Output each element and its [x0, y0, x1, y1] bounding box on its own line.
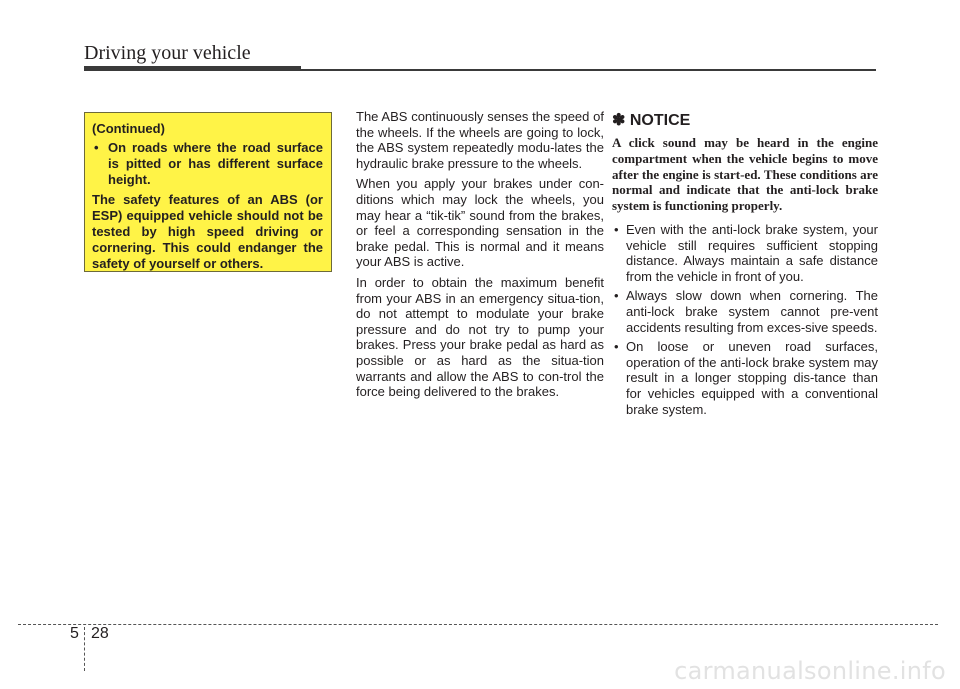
header-rule-thick [84, 66, 301, 71]
footer-dashed-rule [18, 624, 938, 625]
abs-paragraph-2: When you apply your brakes under con-ditions which may lock the wheels, you may hear a “tik-tik” sound from the brakes, or feel a corresponding sensation in the brake pedal. This is normal and it means your ABS is active. [356, 176, 604, 270]
notice-symbol-icon: ✽ [612, 112, 626, 129]
page-number: 28 [91, 625, 109, 642]
abs-description-column [356, 109, 604, 405]
notice-list [612, 222, 878, 417]
chapter-number: 5 [70, 625, 79, 642]
bullet-icon: • [94, 140, 99, 155]
warning-box [84, 112, 332, 272]
bullet-icon: • [614, 221, 619, 237]
notice-list-item [612, 288, 878, 335]
header-rule-thin [301, 69, 876, 71]
notice-list-item [612, 222, 878, 284]
abs-paragraph-1: The ABS continuously senses the speed of the wheels. If the wheels are going to lock, the ABS system repeatedly modu-lates the hydraulic brake pressure to the wheels. [356, 109, 604, 171]
notice-section [612, 109, 878, 421]
bullet-icon: • [614, 288, 619, 304]
warning-continued-label: (Continued) [92, 121, 165, 136]
notice-body: A click sound may be heard in the engine compartment when the vehicle begins to move after the engine is start-ed. These conditions are normal and indicate that the anti-lock brake system is functioning properly. [612, 135, 878, 214]
notice-heading [612, 111, 878, 131]
notice-title: NOTICE [629, 112, 691, 129]
warning-text: The safety features of an ABS (or ESP) equipped vehicle should not be tested by high speed driving or cornering. This could endanger the safety of yourself or others. [92, 192, 323, 271]
warning-bullet-item [92, 140, 323, 188]
footer-dashed-divider [84, 627, 85, 671]
notice-list-item [612, 339, 878, 417]
notice-item-text: On loose or uneven road surfaces, operation of the anti-lock brake system may result in a longer stopping dis-tance than for vehicles equipped with a conventional brake system. [626, 339, 878, 417]
notice-item-text: Always slow down when cornering. The anti-lock brake system cannot pre-vent accidents resulting from exces-sive speeds. [626, 288, 878, 335]
notice-item-text: Even with the anti-lock brake system, your vehicle still requires sufficient stopping distance. Always maintain a safe distance from the vehicle in front of you. [626, 221, 878, 284]
watermark-text: carmanualsonline.info [674, 657, 946, 685]
bullet-icon: • [614, 339, 619, 355]
page-header-title: Driving your vehicle [84, 42, 251, 64]
abs-paragraph-3: In order to obtain the maximum benefit from your ABS in an emergency situa-tion, do not attempt to modulate your brake pressure and do not try to pump your brakes. Press your brake pedal as hard as possible or as hard as the situa-tion warrants and allow the ABS to con-trol the force being delivered to the brakes. [356, 274, 604, 400]
warning-bullet-text: On roads where the road surface is pitted or has different surface height. [108, 140, 323, 187]
